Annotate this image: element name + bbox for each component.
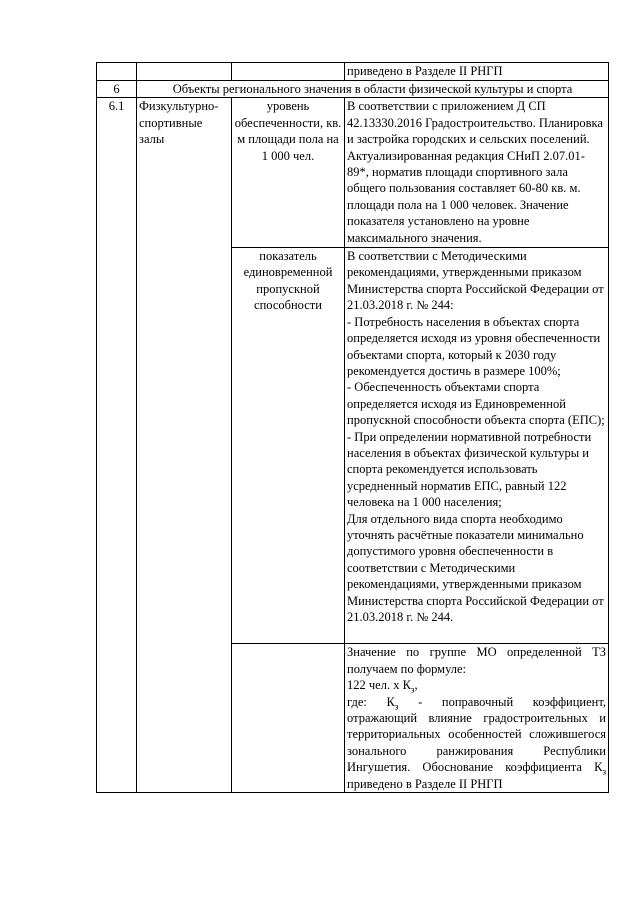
indicator-label: уровень обеспеченности, кв. м площади пола на 1 000 чел. (232, 98, 345, 248)
section-title: Объекты регионального значения в области физической культуры и спорта (137, 81, 609, 98)
cell-empty (232, 644, 345, 793)
cell-continuation-text: приведено в Разделе II РНГП (345, 63, 609, 81)
formula: 122 чел. х $К_з$, (347, 678, 418, 695)
paragraph: - Обеспеченность объектами спорта определяется исходя из Единовременной пропускной способности объекта спорта (ЕПС); (347, 380, 605, 428)
formula-where: где: $К_з$ - поправочный коэффициент, отражающий влияние градостроительных и территориальных особенностей сложившегося зонального ранжирования Республики Ингушетия. Обоснование коэффициента $К_з$ приведено в Разделе II РНГП (347, 694, 606, 791)
item-number: 6.1 (97, 98, 137, 793)
indicator-label: показатель единовременной пропускной способности (232, 248, 345, 644)
paragraph: - Потребность населения в объектах спорта определяется исходя из уровня обеспеченности объектами спорта, который к 2030 году рекомендуется достичь в размере 100%; (347, 314, 601, 378)
table-row-indicator-1 (97, 98, 609, 248)
item-name: Физкультурно-спортивные залы (137, 98, 232, 793)
paragraph: - При определении нормативной потребности населения в объектах физической культуры и спорта рекомендуется использовать усредненный норматив ЕПС, равный 122 человека на 1 000 населения; (347, 429, 592, 510)
indicator-description: В соответствии с приложением Д СП 42.13330.2016 Градостроительство. Планировка и застройка городских и сельских поселений. Актуализированная редакция СНиП 2.07.01-89*, норматив площади спортивного зала общего пользования составляет 60-80 кв. м. площади пола на 1 000 человек. Значение показателя установлено на уровне максимального значения. (345, 98, 609, 248)
norms-table (96, 62, 609, 793)
cell-empty (232, 63, 345, 81)
formula-intro: Значение по группе МО определенной ТЗ получаем по формуле: (347, 645, 606, 676)
cell-empty (97, 63, 137, 81)
section-row (97, 81, 609, 98)
indicator-description (345, 248, 609, 644)
cell-empty (137, 63, 232, 81)
paragraph: Для отдельного вида спорта необходимо уточнять расчётные показатели минимально допустимого уровня обеспеченности в соответствии с Методическими рекомендациями, утвержденными приказом Министерства спорта Российской Федерации от 21.03.2018 г. № 244. (347, 511, 604, 624)
formula-description (345, 644, 609, 793)
section-number: 6 (97, 81, 137, 98)
table-row-continuation (97, 63, 609, 81)
paragraph: В соответствии с Методическими рекомендациями, утвержденными приказом Министерства спорта Российской Федерации от 21.03.2018 г. № 244: (347, 249, 604, 313)
